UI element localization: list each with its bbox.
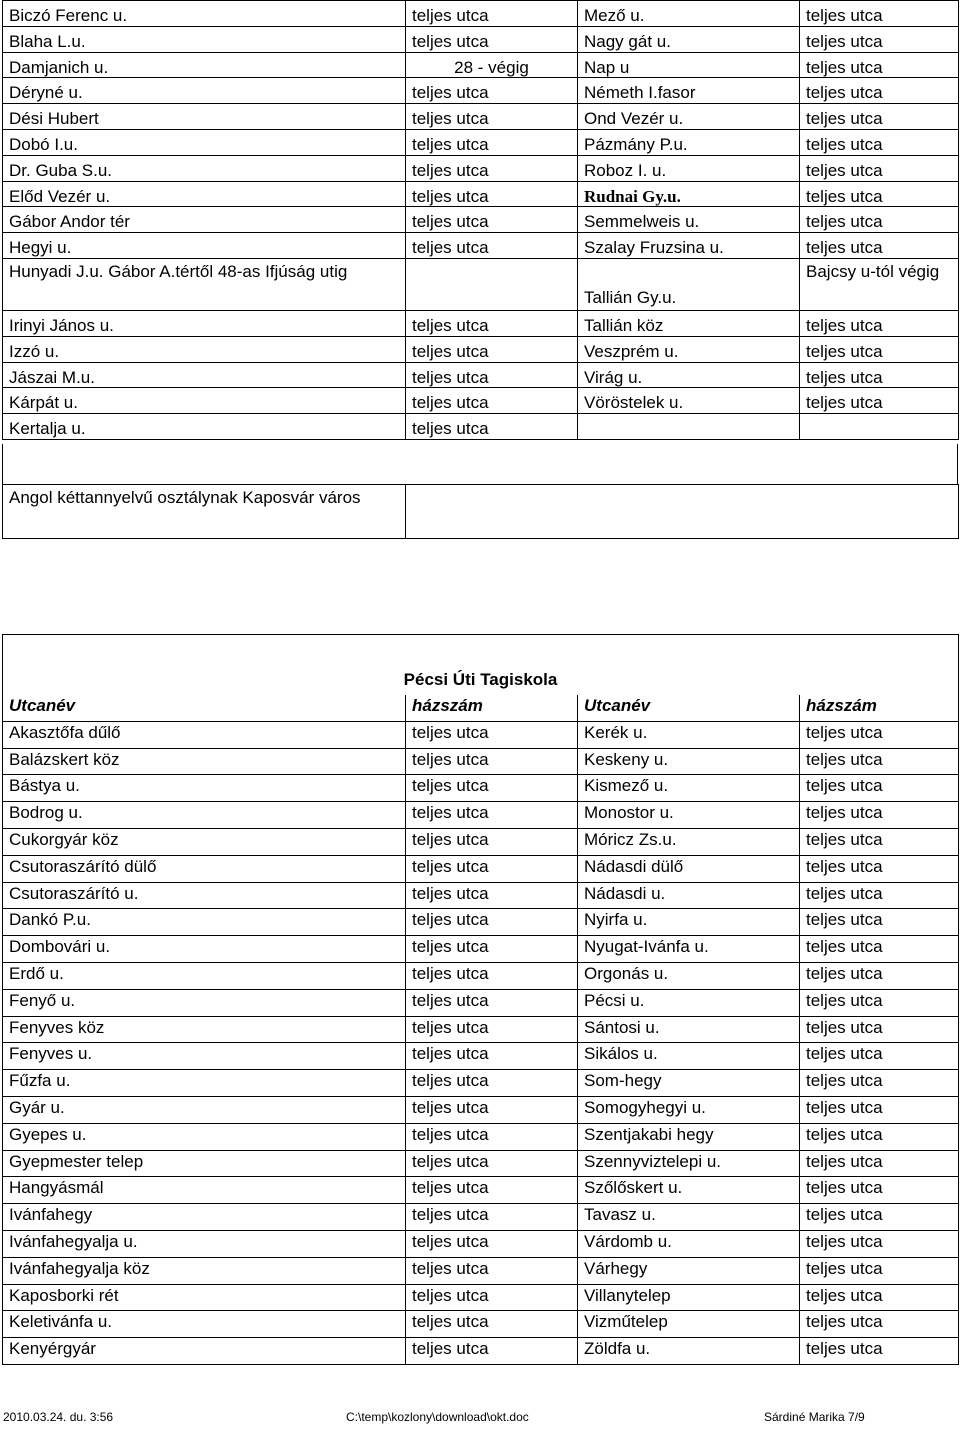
street-cell-2: Németh I.fasor (578, 78, 800, 104)
house-number-cell: teljes utca (406, 1150, 578, 1177)
street-cell: Kenyérgyár (3, 1338, 406, 1365)
header-house-number: házszám (406, 695, 578, 721)
street-cell-2: Pécsi u. (578, 989, 800, 1016)
table-row (3, 1284, 959, 1311)
table-row (3, 1338, 959, 1365)
table-row (3, 1311, 959, 1338)
house-number-cell-2: teljes utca (800, 1230, 959, 1257)
street-cell-2: Kismező u. (578, 775, 800, 802)
street-cell: Hegyi u. (3, 233, 406, 259)
street-cell: Hangyásmál (3, 1177, 406, 1204)
house-number-cell-2: teljes utca (800, 1016, 959, 1043)
house-number-cell: teljes utca (406, 362, 578, 388)
house-number-cell-2: teljes utca (800, 155, 959, 181)
house-number-cell: teljes utca (406, 855, 578, 882)
house-number-cell: teljes utca (406, 828, 578, 855)
street-cell: Kertalja u. (3, 414, 406, 440)
street-cell: Csutoraszárító dülő (3, 855, 406, 882)
header-street-name: Utcanév (3, 695, 406, 721)
house-number-cell-2: teljes utca (800, 1096, 959, 1123)
table-row (3, 1123, 959, 1150)
street-cell-2: Vizműtelep (578, 1311, 800, 1338)
house-number-cell: teljes utca (406, 414, 578, 440)
street-cell: Dési Hubert (3, 104, 406, 130)
angol-section-table (2, 484, 959, 539)
street-cell: Erdő u. (3, 962, 406, 989)
street-cell: Kaposborki rét (3, 1284, 406, 1311)
street-cell: Jászai M.u. (3, 362, 406, 388)
house-number-cell: teljes utca (406, 989, 578, 1016)
street-cell-2: Nap u (578, 52, 800, 78)
street-cell-2: Pázmány P.u. (578, 129, 800, 155)
street-cell: Fenyves köz (3, 1016, 406, 1043)
house-number-cell-2: Bajcsy u-tól végig (800, 258, 959, 310)
street-cell: Fenyves u. (3, 1043, 406, 1070)
house-number-cell: teljes utca (406, 1043, 578, 1070)
street-cell-2: Várhegy (578, 1257, 800, 1284)
street-cell-2: Szentjakabi hegy (578, 1123, 800, 1150)
house-number-cell-2: teljes utca (800, 1284, 959, 1311)
empty-cell (406, 485, 959, 539)
street-cell-2: Semmelweis u. (578, 207, 800, 233)
house-number-cell-2: teljes utca (800, 882, 959, 909)
table-row (3, 78, 959, 104)
house-number-cell: teljes utca (406, 310, 578, 336)
street-cell: Hunyadi J.u. Gábor A.tértől 48-as Ifjúság utig (3, 258, 406, 310)
house-number-cell: teljes utca (406, 882, 578, 909)
house-number-cell: teljes utca (406, 1257, 578, 1284)
street-cell: Csutoraszárító u. (3, 882, 406, 909)
street-cell: Kárpát u. (3, 388, 406, 414)
table-row (3, 1257, 959, 1284)
street-cell-2: Nyugat-Ivánfa u. (578, 936, 800, 963)
street-cell-2: Virág u. (578, 362, 800, 388)
street-cell-2: Roboz I. u. (578, 155, 800, 181)
table-row (3, 828, 959, 855)
house-number-cell-2: teljes utca (800, 1, 959, 27)
table-row (3, 1096, 959, 1123)
blank-row (2, 444, 958, 485)
street-cell-2: Nádasdi u. (578, 882, 800, 909)
table-row (3, 258, 959, 310)
street-cell-2: Villanytelep (578, 1284, 800, 1311)
table-row (3, 52, 959, 78)
street-cell-2: Som-hegy (578, 1070, 800, 1097)
table-row (3, 155, 959, 181)
page-footer (0, 1410, 960, 1426)
street-cell-2: Nyirfa u. (578, 909, 800, 936)
street-cell: Fűzfa u. (3, 1070, 406, 1097)
house-number-cell: teljes utca (406, 721, 578, 748)
house-number-cell: teljes utca (406, 207, 578, 233)
street-cell-2: Sántosi u. (578, 1016, 800, 1043)
street-cell: Dobó I.u. (3, 129, 406, 155)
table-row (3, 748, 959, 775)
house-number-cell-2: teljes utca (800, 721, 959, 748)
street-cell-2: Zöldfa u. (578, 1338, 800, 1365)
street-cell: Akasztőfa dűlő (3, 721, 406, 748)
street-cell-2: Tavasz u. (578, 1204, 800, 1231)
street-cell: Előd Vezér u. (3, 181, 406, 207)
table-row (3, 104, 959, 130)
table-row (3, 336, 959, 362)
table-row (3, 1204, 959, 1231)
street-cell: Balázskert köz (3, 748, 406, 775)
street-cell-2: Rudnai Gy.u. (578, 181, 800, 207)
street-cell-2: Orgonás u. (578, 962, 800, 989)
house-number-cell-2: teljes utca (800, 388, 959, 414)
street-cell-2: Sikálos u. (578, 1043, 800, 1070)
house-number-cell: teljes utca (406, 748, 578, 775)
house-number-cell-2: teljes utca (800, 775, 959, 802)
house-number-cell: teljes utca (406, 181, 578, 207)
street-cell: Cukorgyár köz (3, 828, 406, 855)
table-row (3, 310, 959, 336)
street-cell-2: Keskeny u. (578, 748, 800, 775)
street-cell-2: Vöröstelek u. (578, 388, 800, 414)
house-number-cell: teljes utca (406, 1096, 578, 1123)
table-row (3, 1230, 959, 1257)
table-row (3, 1, 959, 27)
house-number-cell-2: teljes utca (800, 909, 959, 936)
house-number-cell: teljes utca (406, 78, 578, 104)
street-cell: Bástya u. (3, 775, 406, 802)
house-number-cell-2: teljes utca (800, 1070, 959, 1097)
house-number-cell-2: teljes utca (800, 1311, 959, 1338)
table-row (3, 207, 959, 233)
table-row (3, 802, 959, 829)
house-number-cell: teljes utca (406, 775, 578, 802)
house-number-cell-2: teljes utca (800, 962, 959, 989)
street-cell-2: Tallián köz (578, 310, 800, 336)
house-number-cell-2: teljes utca (800, 802, 959, 829)
street-cell-2: Móricz Zs.u. (578, 828, 800, 855)
house-number-cell-2: teljes utca (800, 989, 959, 1016)
table-row (3, 775, 959, 802)
house-number-cell-2: teljes utca (800, 1123, 959, 1150)
table-row (3, 962, 959, 989)
house-number-cell: teljes utca (406, 1338, 578, 1365)
street-cell-2: Veszprém u. (578, 336, 800, 362)
street-cell: Ivánfahegyalja u. (3, 1230, 406, 1257)
street-cell-2: Nagy gát u. (578, 26, 800, 52)
table-row (3, 26, 959, 52)
street-cell-2 (578, 414, 800, 440)
house-number-cell: teljes utca (406, 1204, 578, 1231)
street-cell-2: Szőlőskert u. (578, 1177, 800, 1204)
house-number-cell (406, 258, 578, 310)
house-number-cell: teljes utca (406, 1177, 578, 1204)
street-table-pecsi (2, 634, 959, 1365)
street-cell: Gyár u. (3, 1096, 406, 1123)
house-number-cell-2 (800, 414, 959, 440)
house-number-cell: teljes utca (406, 1311, 578, 1338)
street-cell: Biczó Ferenc u. (3, 1, 406, 27)
street-cell-2: Szennyviztelepi u. (578, 1150, 800, 1177)
house-number-cell: teljes utca (406, 155, 578, 181)
footer-datetime: 2010.03.24. du. 3:56 (3, 1410, 114, 1424)
table-row (3, 129, 959, 155)
house-number-cell: teljes utca (406, 1284, 578, 1311)
street-cell-2: Szalay Fruzsina u. (578, 233, 800, 259)
school-title: Pécsi Úti Tagiskola (3, 635, 959, 696)
table-row (3, 989, 959, 1016)
street-cell: Dankó P.u. (3, 909, 406, 936)
street-cell: Fenyő u. (3, 989, 406, 1016)
header-street-name-2: Utcanév (578, 695, 800, 721)
table-row (3, 882, 959, 909)
house-number-cell: teljes utca (406, 26, 578, 52)
street-cell-2: Tallián Gy.u. (578, 258, 800, 310)
street-cell: Keletivánfa u. (3, 1311, 406, 1338)
street-cell: Blaha L.u. (3, 26, 406, 52)
house-number-cell-2: teljes utca (800, 78, 959, 104)
house-number-cell-2: teljes utca (800, 1177, 959, 1204)
house-number-cell-2: teljes utca (800, 336, 959, 362)
street-cell-2: Ond Vezér u. (578, 104, 800, 130)
house-number-cell-2: teljes utca (800, 1204, 959, 1231)
table-row (3, 233, 959, 259)
street-table-1 (2, 0, 959, 440)
street-cell: Ivánfahegy (3, 1204, 406, 1231)
house-number-cell: teljes utca (406, 233, 578, 259)
house-number-cell-2: teljes utca (800, 104, 959, 130)
table-row (3, 1016, 959, 1043)
house-number-cell-2: teljes utca (800, 855, 959, 882)
house-number-cell: teljes utca (406, 104, 578, 130)
table-row (3, 1043, 959, 1070)
house-number-cell: teljes utca (406, 336, 578, 362)
street-cell: Izzó u. (3, 336, 406, 362)
house-number-cell: teljes utca (406, 129, 578, 155)
footer-path: C:\temp\kozlony\download\okt.doc (346, 1410, 529, 1424)
house-number-cell-2: teljes utca (800, 1150, 959, 1177)
house-number-cell-2: teljes utca (800, 936, 959, 963)
house-number-cell: teljes utca (406, 1230, 578, 1257)
street-cell-2: Várdomb u. (578, 1230, 800, 1257)
house-number-cell-2: teljes utca (800, 129, 959, 155)
house-number-cell-2: teljes utca (800, 1338, 959, 1365)
table-row (3, 414, 959, 440)
house-number-cell-2: teljes utca (800, 828, 959, 855)
house-number-cell-2: teljes utca (800, 310, 959, 336)
street-cell-2: Monostor u. (578, 802, 800, 829)
table-row (3, 855, 959, 882)
table-row (3, 1150, 959, 1177)
house-number-cell-2: teljes utca (800, 748, 959, 775)
house-number-cell-2: teljes utca (800, 207, 959, 233)
house-number-cell: teljes utca (406, 1070, 578, 1097)
street-cell-2: Nádasdi dülő (578, 855, 800, 882)
street-cell-2: Somogyhegyi u. (578, 1096, 800, 1123)
footer-author-page: Sárdiné Marika 7/9 (764, 1410, 865, 1424)
street-cell: Irinyi János u. (3, 310, 406, 336)
street-cell: Déryné u. (3, 78, 406, 104)
house-number-cell-2: teljes utca (800, 52, 959, 78)
street-cell: Gyepmester telep (3, 1150, 406, 1177)
house-number-cell-2: teljes utca (800, 233, 959, 259)
house-number-cell: teljes utca (406, 1123, 578, 1150)
house-number-cell: 28 - végig (406, 52, 578, 78)
house-number-cell: teljes utca (406, 909, 578, 936)
house-number-cell: teljes utca (406, 962, 578, 989)
house-number-cell-2: teljes utca (800, 1257, 959, 1284)
house-number-cell-2: teljes utca (800, 362, 959, 388)
table-row (3, 1070, 959, 1097)
section-label: Angol kéttannyelvű osztálynak Kaposvár város (3, 485, 406, 539)
house-number-cell-2: teljes utca (800, 26, 959, 52)
header-house-number-2: házszám (800, 695, 959, 721)
table-row (3, 721, 959, 748)
house-number-cell: teljes utca (406, 1, 578, 27)
street-cell-2: Mező u. (578, 1, 800, 27)
house-number-cell: teljes utca (406, 936, 578, 963)
house-number-cell: teljes utca (406, 1016, 578, 1043)
street-cell: Dombovári u. (3, 936, 406, 963)
street-cell: Gyepes u. (3, 1123, 406, 1150)
table-row (3, 181, 959, 207)
table-row (3, 362, 959, 388)
street-cell: Damjanich u. (3, 52, 406, 78)
table-row (3, 936, 959, 963)
street-cell: Gábor Andor tér (3, 207, 406, 233)
house-number-cell-2: teljes utca (800, 1043, 959, 1070)
house-number-cell: teljes utca (406, 388, 578, 414)
table-row (3, 388, 959, 414)
street-cell-2: Kerék u. (578, 721, 800, 748)
street-cell: Bodrog u. (3, 802, 406, 829)
house-number-cell-2: teljes utca (800, 181, 959, 207)
house-number-cell: teljes utca (406, 802, 578, 829)
table-row (3, 1177, 959, 1204)
street-cell: Ivánfahegyalja köz (3, 1257, 406, 1284)
street-cell: Dr. Guba S.u. (3, 155, 406, 181)
table-row (3, 909, 959, 936)
